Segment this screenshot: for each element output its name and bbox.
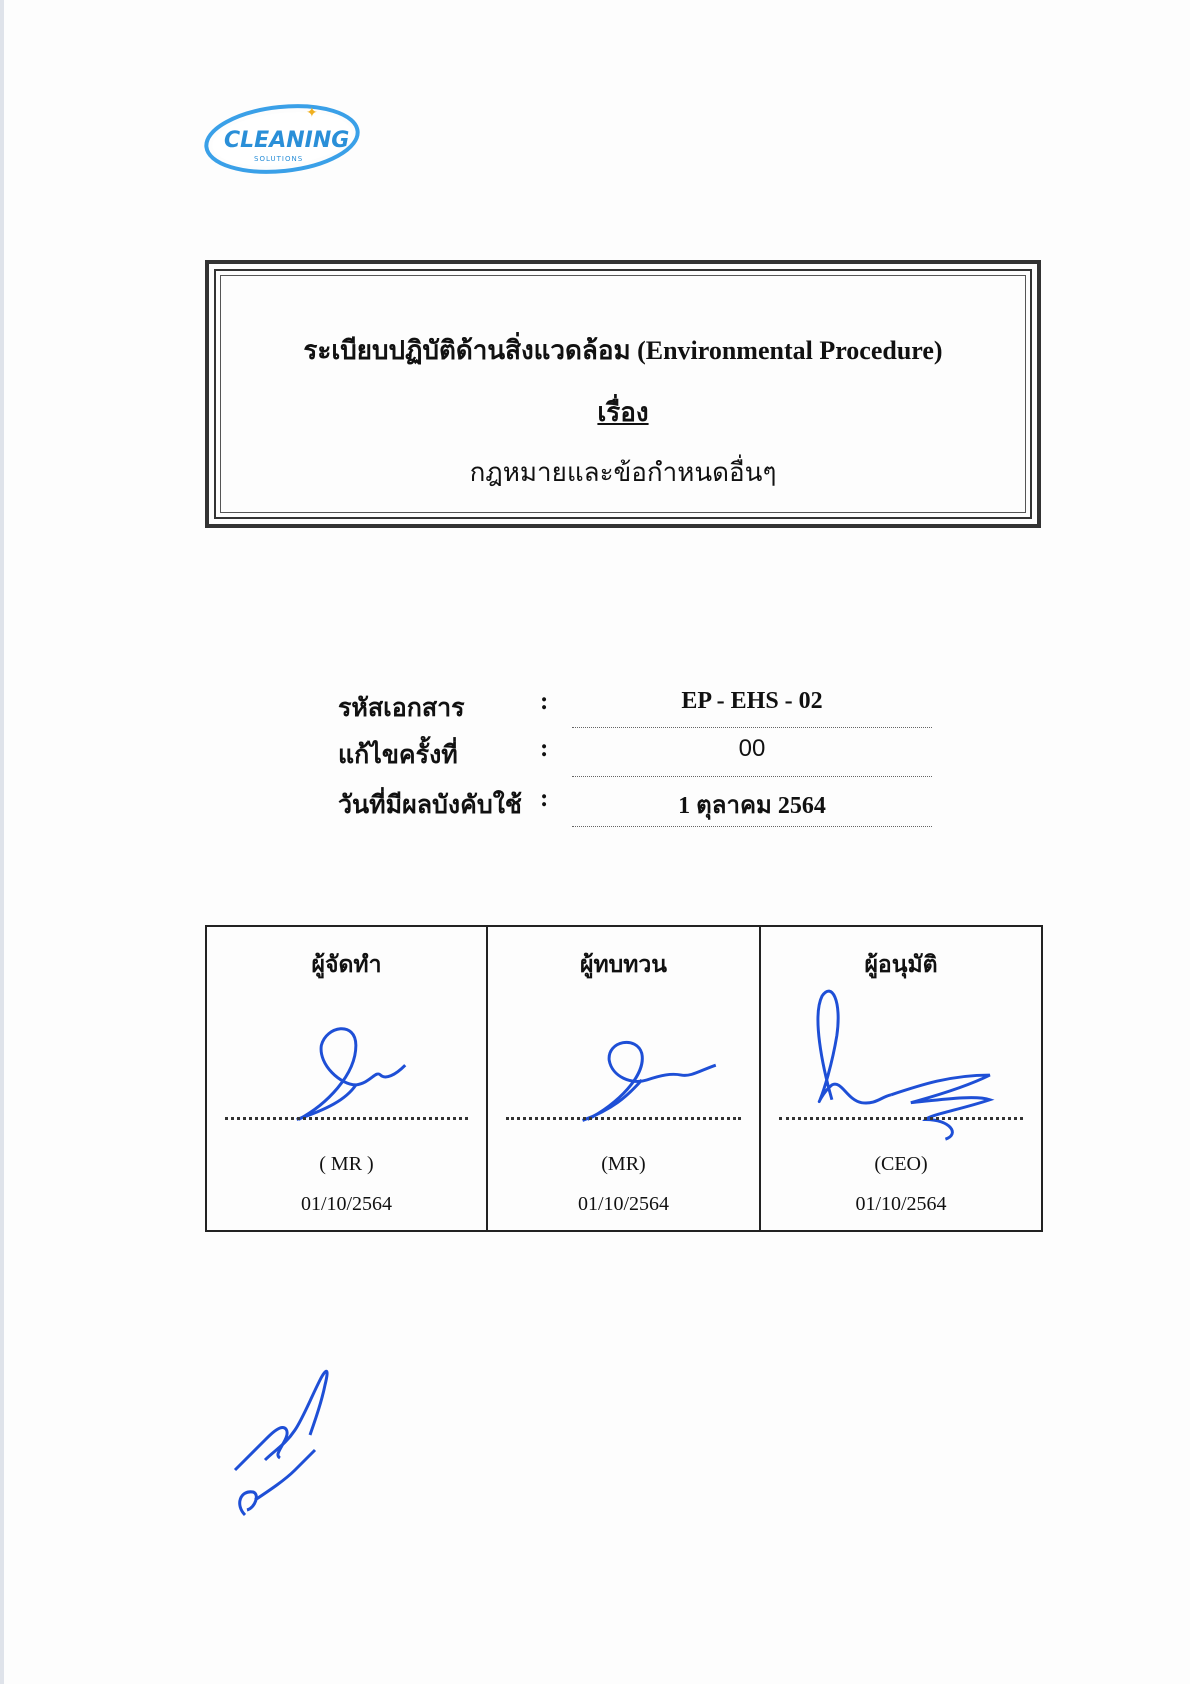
info-label: วันที่มีผลบังคับใช้ — [338, 792, 522, 819]
signature-table — [205, 925, 1043, 1232]
signature-heading: ผู้จัดทำ — [311, 952, 382, 977]
signature-cell-preparer — [207, 927, 488, 1230]
info-row-doc-code — [0, 688, 1190, 728]
info-value: 1 ตุลาคม 2564 — [678, 793, 826, 819]
handwritten-initials — [225, 1360, 345, 1530]
document-subject: กฎหมายและข้อกำหนดอื่นๆ — [469, 458, 777, 487]
svg-text:CLEANING: CLEANING — [224, 128, 350, 153]
info-colon: : — [540, 735, 549, 762]
svg-text:✦: ✦ — [306, 105, 318, 121]
signature-heading: ผู้ทบทวน — [579, 952, 668, 977]
svg-text:SOLUTIONS: SOLUTIONS — [254, 155, 304, 163]
info-value: EP - EHS - 02 — [681, 688, 823, 714]
signature-date: 01/10/2564 — [855, 1193, 947, 1215]
info-label: รหัสเอกสาร — [338, 695, 465, 722]
subject-label: เรื่อง — [597, 398, 649, 427]
info-colon: : — [540, 785, 549, 812]
document-title: ระเบียบปฏิบัติด้านสิ่งแวดล้อม (Environmental Procedure) — [303, 336, 943, 365]
title-box — [205, 260, 1041, 528]
signature-role: (MR) — [601, 1153, 646, 1175]
handwritten-signature — [207, 927, 486, 1230]
signature-date: 01/10/2564 — [577, 1193, 670, 1215]
handwritten-signature — [761, 927, 1041, 1230]
signature-date: 01/10/2564 — [300, 1193, 393, 1215]
signature-cell-reviewer — [488, 927, 761, 1230]
cleaning-solutions-logo — [202, 95, 372, 185]
info-colon: : — [540, 688, 549, 715]
info-label: แก้ไขครั้งที่ — [338, 742, 458, 769]
handwritten-signature — [488, 927, 759, 1230]
info-value: 00 — [738, 735, 766, 762]
info-row-effective-date — [0, 785, 1190, 825]
signature-cell-approver — [761, 927, 1041, 1230]
info-row-revision — [0, 735, 1190, 775]
signature-role: ( MR ) — [319, 1153, 374, 1175]
page-edge — [0, 0, 4, 1684]
signature-role: (CEO) — [874, 1153, 928, 1175]
signature-heading: ผู้อนุมัติ — [864, 952, 938, 977]
